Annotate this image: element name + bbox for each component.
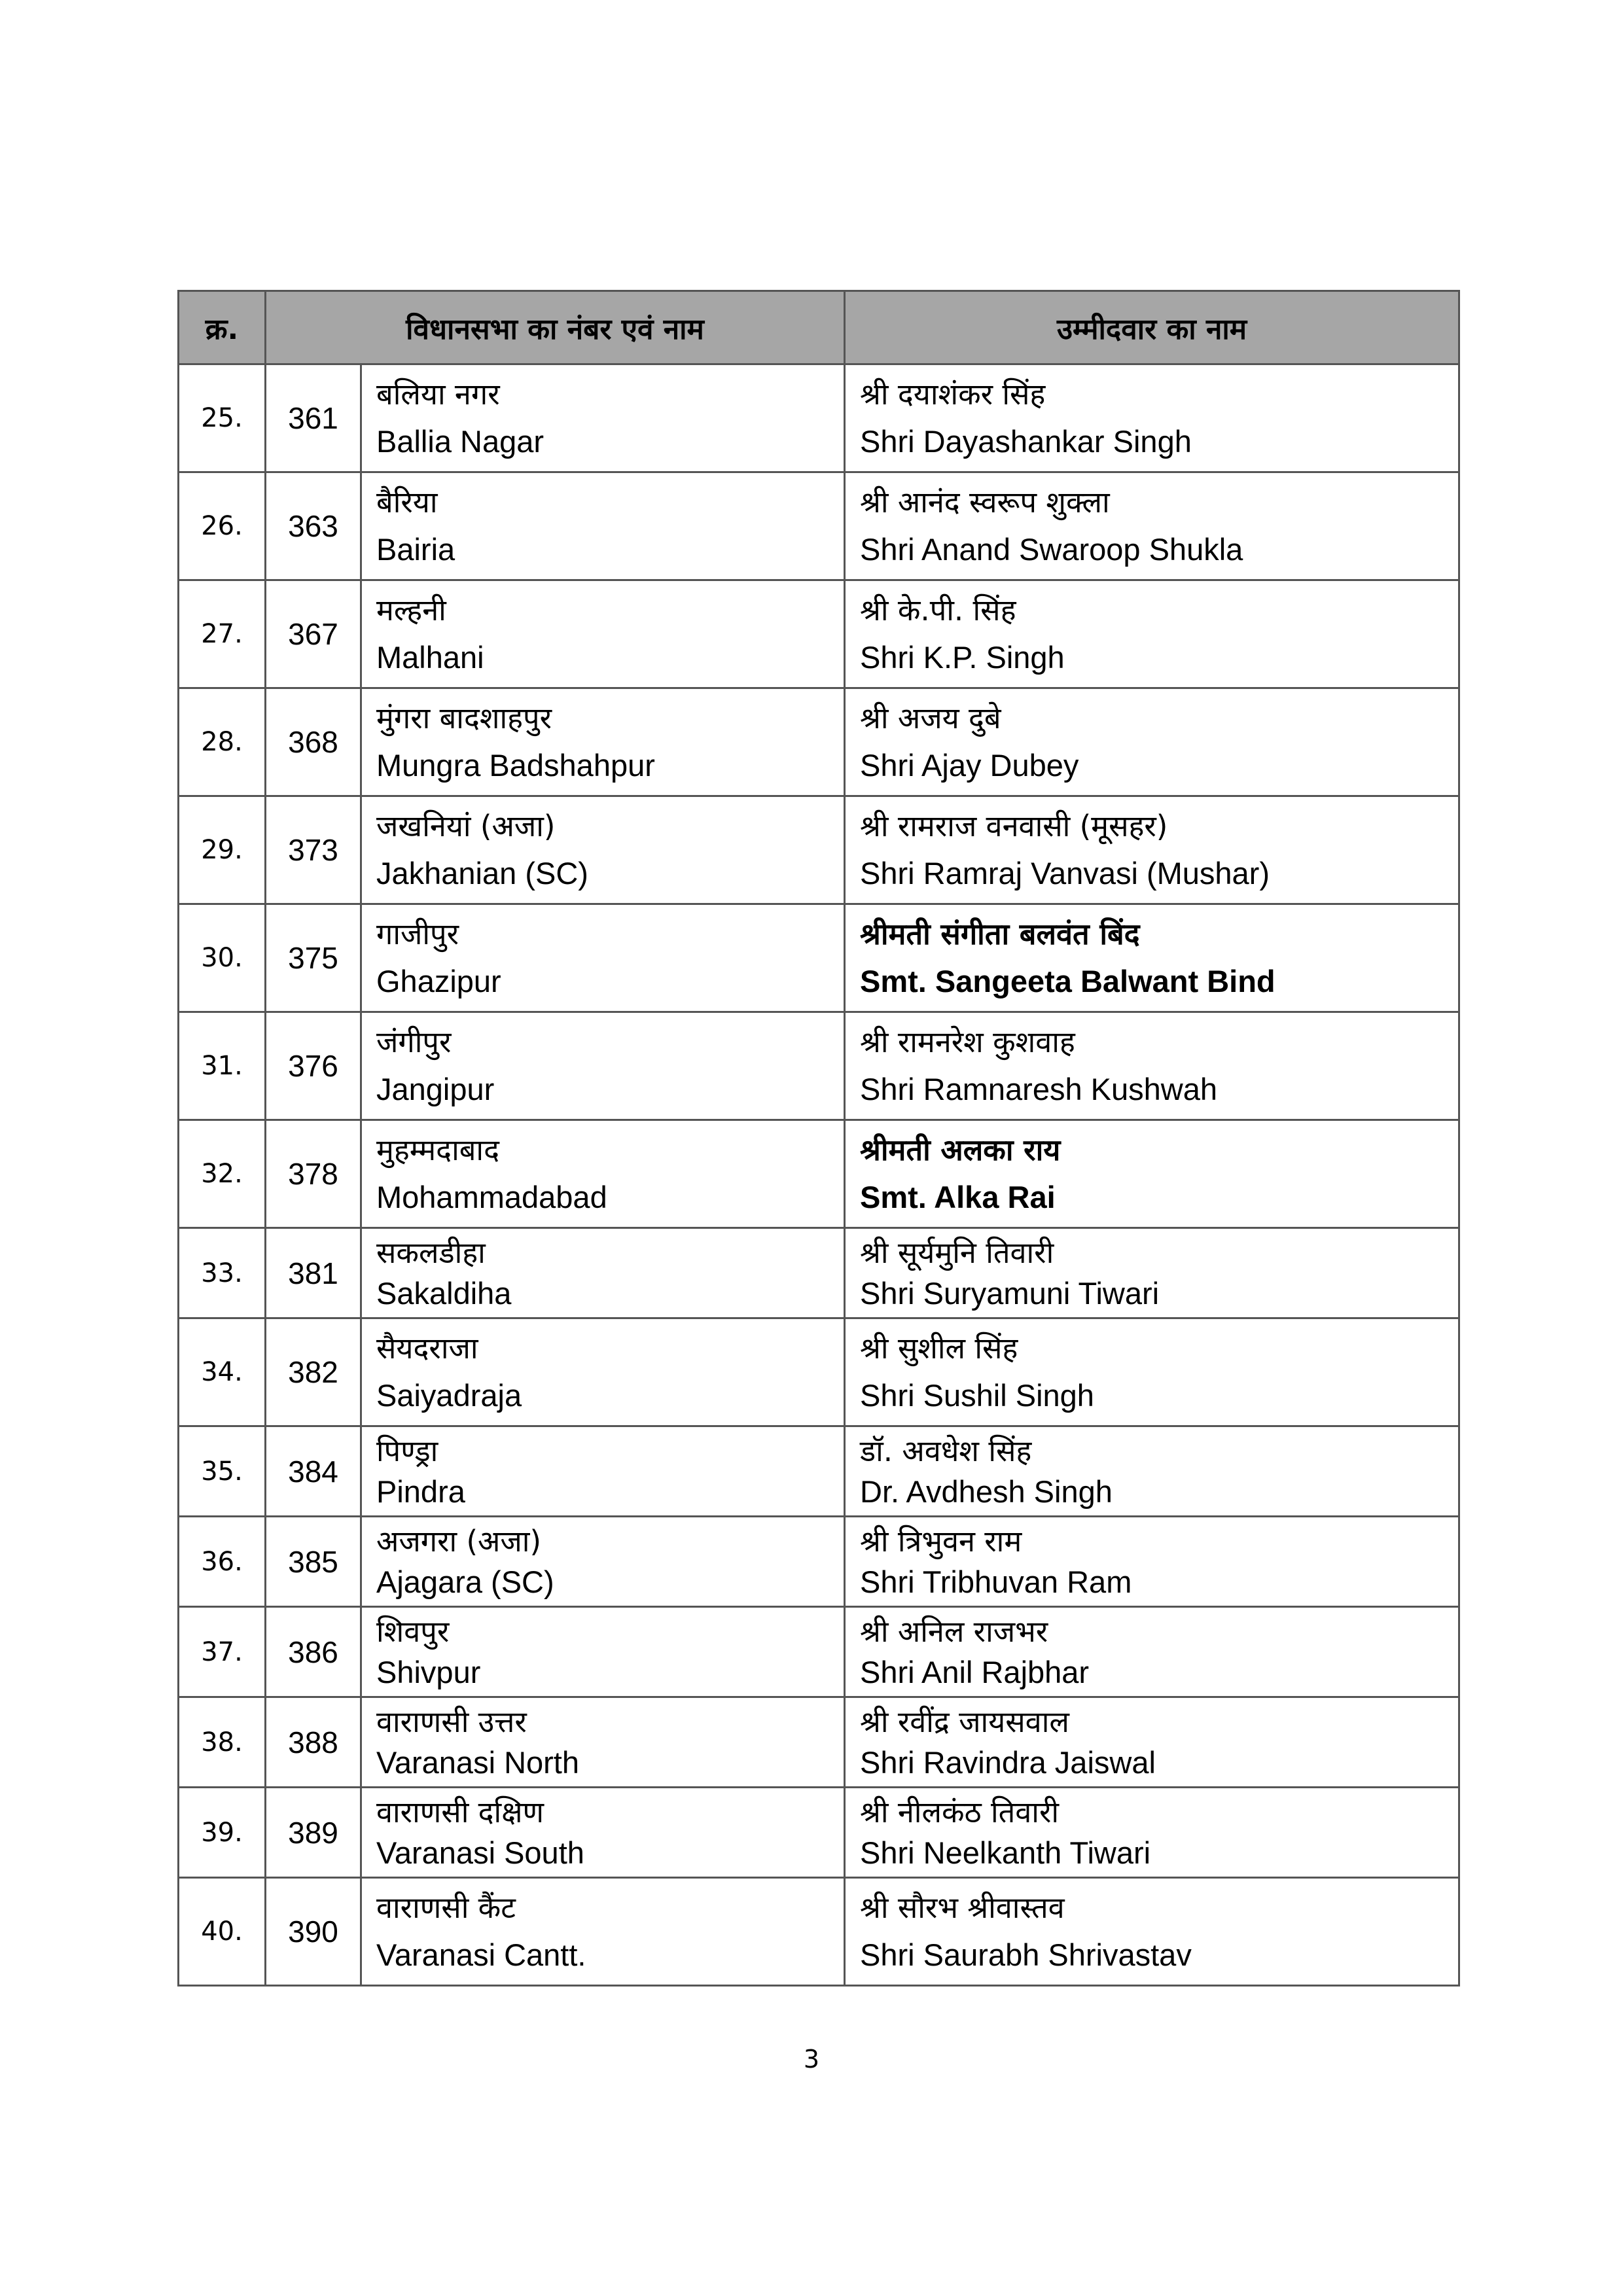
constituency-number: 386 [266,1607,361,1697]
candidate-name-english: Shri Anil Rajbhar [860,1654,1090,1689]
constituency-name-hindi: वाराणसी दक्षिण [376,1794,544,1829]
constituency-name [361,1788,845,1878]
candidate-name-hindi: श्री त्रिभुवन राम [860,1523,1022,1559]
constituency-number: 376 [266,1012,361,1120]
table-body [179,364,1459,1986]
candidate-name-english: Shri Sushil Singh [860,1378,1094,1413]
candidate-name [845,1120,1459,1228]
serial-number: 40. [179,1878,266,1986]
constituency-name [361,1878,845,1986]
table-row [179,1788,1459,1878]
candidate-name-english: Dr. Avdhesh Singh [860,1474,1113,1509]
table-row [179,688,1459,796]
constituency-name-english: Varanasi North [376,1744,579,1780]
candidate-name-hindi: श्री सूर्यमुनि तिवारी [860,1235,1054,1270]
candidate-name-hindi: श्रीमती अलका राय [860,1133,1061,1167]
header-serial: क्र. [179,291,266,364]
candidate-name-hindi: श्री सुशील सिंह [860,1331,1018,1366]
candidate-list-table [177,290,1460,1987]
constituency-name [361,1228,845,1318]
header-constituency: विधानसभा का नंबर एवं नाम [266,291,845,364]
constituency-name [361,1517,845,1607]
constituency-name-english: Varanasi South [376,1835,584,1870]
constituency-name [361,472,845,580]
serial-number: 26. [179,472,266,580]
constituency-number: 378 [266,1120,361,1228]
candidate-name-hindi: डॉ. अवधेश सिंह [860,1433,1032,1468]
table-row [179,1697,1459,1788]
constituency-name [361,688,845,796]
candidate-name [845,688,1459,796]
constituency-name-english: Ghazipur [376,964,501,998]
serial-number: 31. [179,1012,266,1120]
serial-number: 27. [179,580,266,688]
candidate-name-hindi: श्री आनंद स्वरूप शुक्ला [860,485,1110,520]
candidate-name-english: Smt. Alka Rai [860,1180,1056,1214]
constituency-name [361,1607,845,1697]
candidate-name [845,1228,1459,1318]
constituency-name-hindi: जंगीपुर [376,1025,452,1059]
serial-number: 30. [179,904,266,1012]
constituency-number: 388 [266,1697,361,1788]
constituency-name [361,580,845,688]
table-row [179,1517,1459,1607]
table-row [179,1012,1459,1120]
table-row [179,1120,1459,1228]
candidate-name [845,796,1459,904]
candidate-name [845,364,1459,472]
table-header [179,291,1459,364]
constituency-name-hindi: बैरिया [376,485,438,520]
constituency-name-english: Jangipur [376,1072,495,1106]
constituency-number: 375 [266,904,361,1012]
table-row [179,472,1459,580]
candidate-name-english: Shri Ajay Dubey [860,748,1079,783]
candidate-name-english: Shri Anand Swaroop Shukla [860,532,1243,567]
candidate-name [845,1607,1459,1697]
candidate-name-english: Shri Neelkanth Tiwari [860,1835,1151,1870]
constituency-name [361,904,845,1012]
candidate-name [845,904,1459,1012]
constituency-name-hindi: जखनियां (अजा) [376,809,556,843]
constituency-number: 363 [266,472,361,580]
constituency-name [361,1426,845,1517]
table-row [179,1318,1459,1426]
candidate-name-hindi: श्री रवींद्र जायसवाल [860,1704,1069,1739]
constituency-name-hindi: वाराणसी कैंट [376,1890,516,1925]
constituency-name-hindi: वाराणसी उत्तर [376,1704,527,1739]
candidate-name-hindi: श्री रामराज वनवासी (मूसहर) [860,809,1168,843]
candidate-name-english: Shri Tribhuvan Ram [860,1564,1132,1599]
candidate-name-english: Shri Ravindra Jaiswal [860,1744,1156,1780]
constituency-name [361,1012,845,1120]
constituency-name-english: Sakaldiha [376,1275,512,1311]
constituency-name [361,796,845,904]
constituency-name [361,1120,845,1228]
constituency-name [361,1697,845,1788]
table-row [179,796,1459,904]
constituency-number: 389 [266,1788,361,1878]
candidate-name [845,472,1459,580]
constituency-name-hindi: अजगरा (अजा) [376,1523,542,1559]
constituency-name-english: Mohammadabad [376,1180,607,1214]
candidate-name-english: Shri Dayashankar Singh [860,424,1192,459]
constituency-name-english: Shivpur [376,1654,481,1689]
candidate-name [845,1697,1459,1788]
table-row [179,1607,1459,1697]
constituency-name-hindi: गाजीपुर [376,917,459,951]
candidate-name-english: Smt. Sangeeta Balwant Bind [860,964,1275,998]
constituency-number: 367 [266,580,361,688]
serial-number: 36. [179,1517,266,1607]
candidate-name-english: Shri Ramraj Vanvasi (Mushar) [860,856,1270,891]
constituency-name-hindi: मल्हनी [376,593,446,627]
constituency-name-english: Saiyadraja [376,1378,522,1413]
candidate-name-english: Shri Suryamuni Tiwari [860,1275,1160,1311]
serial-number: 29. [179,796,266,904]
serial-number: 35. [179,1426,266,1517]
table-row [179,1426,1459,1517]
candidate-name-english: Shri Ramnaresh Kushwah [860,1072,1218,1106]
serial-number: 28. [179,688,266,796]
constituency-name [361,364,845,472]
serial-number: 25. [179,364,266,472]
constituency-name-english: Bairia [376,532,455,567]
candidate-name-hindi: श्री दयाशंकर सिंह [860,377,1046,412]
table-row [179,364,1459,472]
constituency-name-english: Ajagara (SC) [376,1564,554,1599]
candidate-name-hindi: श्री सौरभ श्रीवास्तव [860,1890,1065,1925]
constituency-name-english: Malhani [376,640,484,675]
page-number: 3 [803,2045,820,2074]
candidate-name-hindi: श्री नीलकंठ तिवारी [860,1794,1060,1829]
candidate-name [845,580,1459,688]
candidate-name [845,1012,1459,1120]
constituency-name-english: Mungra Badshahpur [376,748,655,783]
constituency-number: 381 [266,1228,361,1318]
constituency-name-english: Pindra [376,1474,465,1509]
candidate-name [845,1878,1459,1986]
candidate-name [845,1517,1459,1607]
constituency-number: 384 [266,1426,361,1517]
serial-number: 39. [179,1788,266,1878]
candidate-name-english: Shri K.P. Singh [860,640,1065,675]
constituency-name-hindi: पिण्ड्रा [376,1433,438,1468]
candidate-name-hindi: श्री रामनरेश कुशवाह [860,1025,1075,1059]
constituency-name-hindi: शिवपुर [376,1614,450,1649]
constituency-number: 373 [266,796,361,904]
constituency-name [361,1318,845,1426]
constituency-number: 361 [266,364,361,472]
candidate-name [845,1426,1459,1517]
candidate-name-hindi: श्री अनिल राजभर [860,1614,1048,1649]
constituency-number: 385 [266,1517,361,1607]
serial-number: 32. [179,1120,266,1228]
candidate-name-hindi: श्रीमती संगीता बलवंत बिंद [860,917,1140,951]
table-row [179,1228,1459,1318]
table-row [179,904,1459,1012]
constituency-name-hindi: सैयदराजा [376,1331,478,1366]
candidate-name-english: Shri Saurabh Shrivastav [860,1937,1192,1972]
header-candidate: उम्मीदवार का नाम [845,291,1459,364]
constituency-name-english: Ballia Nagar [376,424,544,459]
serial-number: 34. [179,1318,266,1426]
constituency-name-hindi: मुंगरा बादशाहपुर [376,701,552,735]
serial-number: 33. [179,1228,266,1318]
table-row [179,1878,1459,1986]
serial-number: 37. [179,1607,266,1697]
candidate-name [845,1318,1459,1426]
constituency-name-english: Jakhanian (SC) [376,856,588,891]
candidate-name-hindi: श्री के.पी. सिंह [860,593,1016,627]
constituency-name-hindi: बलिया नगर [376,377,500,412]
constituency-name-hindi: मुहम्मदाबाद [376,1133,499,1167]
constituency-name-english: Varanasi Cantt. [376,1937,586,1972]
constituency-number: 390 [266,1878,361,1986]
serial-number: 38. [179,1697,266,1788]
constituency-number: 368 [266,688,361,796]
candidate-name-hindi: श्री अजय दुबे [860,701,1001,735]
constituency-number: 382 [266,1318,361,1426]
candidate-name [845,1788,1459,1878]
constituency-name-hindi: सकलडीहा [376,1235,486,1270]
table-row [179,580,1459,688]
